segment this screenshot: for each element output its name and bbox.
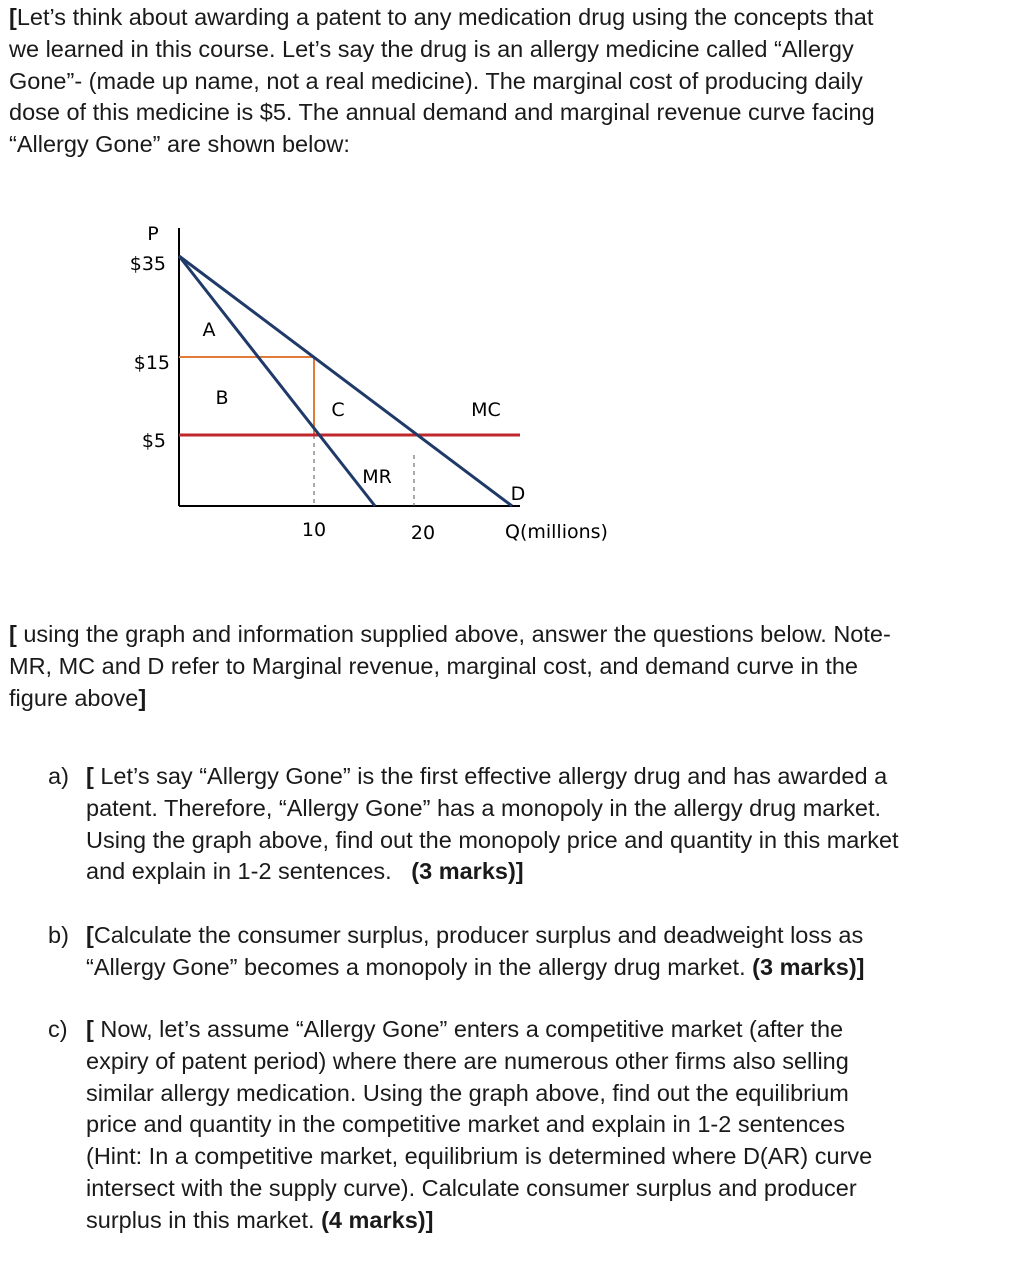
region-label-a: A bbox=[202, 319, 216, 341]
question-label: b) bbox=[48, 922, 69, 948]
instructions-paragraph bbox=[9, 619, 999, 714]
price-tick-15: $15 bbox=[133, 352, 170, 374]
question-line: expiry of patent period) where there are numerous other firms also selling bbox=[86, 1047, 849, 1074]
question-body bbox=[86, 1014, 986, 1237]
question-line: (Hint: In a competitive market, equilibrium is determined where D(AR) curve bbox=[86, 1143, 873, 1170]
question-line: surplus in this market. (4 marks)] bbox=[86, 1206, 434, 1233]
axis-label-q: Q(millions) bbox=[505, 521, 608, 543]
intro-line: dose of this medicine is $5. The annual demand and marginal revenue curve facing bbox=[9, 99, 875, 126]
question-line: patent. Therefore, “Allergy Gone” has a monopoly in the allergy drug market. bbox=[86, 794, 882, 821]
intro-line: “Allergy Gone” are shown below: bbox=[9, 131, 350, 158]
price-tick-35: $35 bbox=[129, 253, 166, 275]
supply-demand-graph bbox=[100, 210, 660, 560]
curve-label-d: D bbox=[510, 483, 526, 505]
region-label-b: B bbox=[215, 387, 229, 409]
instructions-line: [ using the graph and information supplied above, answer the questions below. Note- bbox=[9, 621, 891, 647]
question-line: Using the graph above, find out the monopoly price and quantity in this market bbox=[86, 826, 899, 853]
question-line: and explain in 1-2 sentences. (3 marks)] bbox=[86, 858, 524, 885]
question-line: [ Now, let’s assume “Allergy Gone” enters a competitive market (after the bbox=[86, 1016, 844, 1042]
question-line: [ Let’s say “Allergy Gone” is the first effective allergy drug and has awarded a bbox=[86, 763, 888, 789]
instructions-line: MR, MC and D refer to Marginal revenue, marginal cost, and demand curve in the bbox=[9, 652, 859, 679]
quantity-tick-10: 10 bbox=[301, 519, 327, 541]
instructions-line: figure above] bbox=[9, 684, 147, 711]
question-body bbox=[86, 920, 986, 984]
question-line: similar allergy medication. Using the graph above, find out the equilibrium bbox=[86, 1079, 849, 1106]
question-line: price and quantity in the competitive market and explain in 1-2 sentences bbox=[86, 1111, 845, 1138]
question-body bbox=[86, 761, 986, 888]
quantity-tick-20: 20 bbox=[410, 522, 436, 544]
question-label: a) bbox=[48, 763, 69, 789]
curve-label-mc: MC bbox=[471, 399, 501, 421]
question-line: [Calculate the consumer surplus, producer surplus and deadweight loss as bbox=[86, 922, 864, 948]
intro-paragraph bbox=[9, 2, 999, 161]
curve-label-mr: MR bbox=[362, 466, 392, 488]
region-label-c: C bbox=[331, 399, 345, 421]
intro-line: we learned in this course. Let’s say the drug is an allergy medicine called “Allergy bbox=[9, 35, 854, 62]
axis-label-p: P bbox=[147, 223, 159, 245]
intro-line: Gone”- (made up name, not a real medicine). The marginal cost of producing daily bbox=[9, 67, 863, 94]
intro-line: [Let’s think about awarding a patent to any medication drug using the concepts that bbox=[9, 4, 874, 30]
question-label: c) bbox=[48, 1016, 68, 1042]
question-line: “Allergy Gone” becomes a monopoly in the allergy drug market. (3 marks)] bbox=[86, 953, 865, 980]
price-tick-5: $5 bbox=[141, 430, 166, 452]
question-line: intersect with the supply curve). Calculate consumer surplus and producer bbox=[86, 1174, 857, 1201]
